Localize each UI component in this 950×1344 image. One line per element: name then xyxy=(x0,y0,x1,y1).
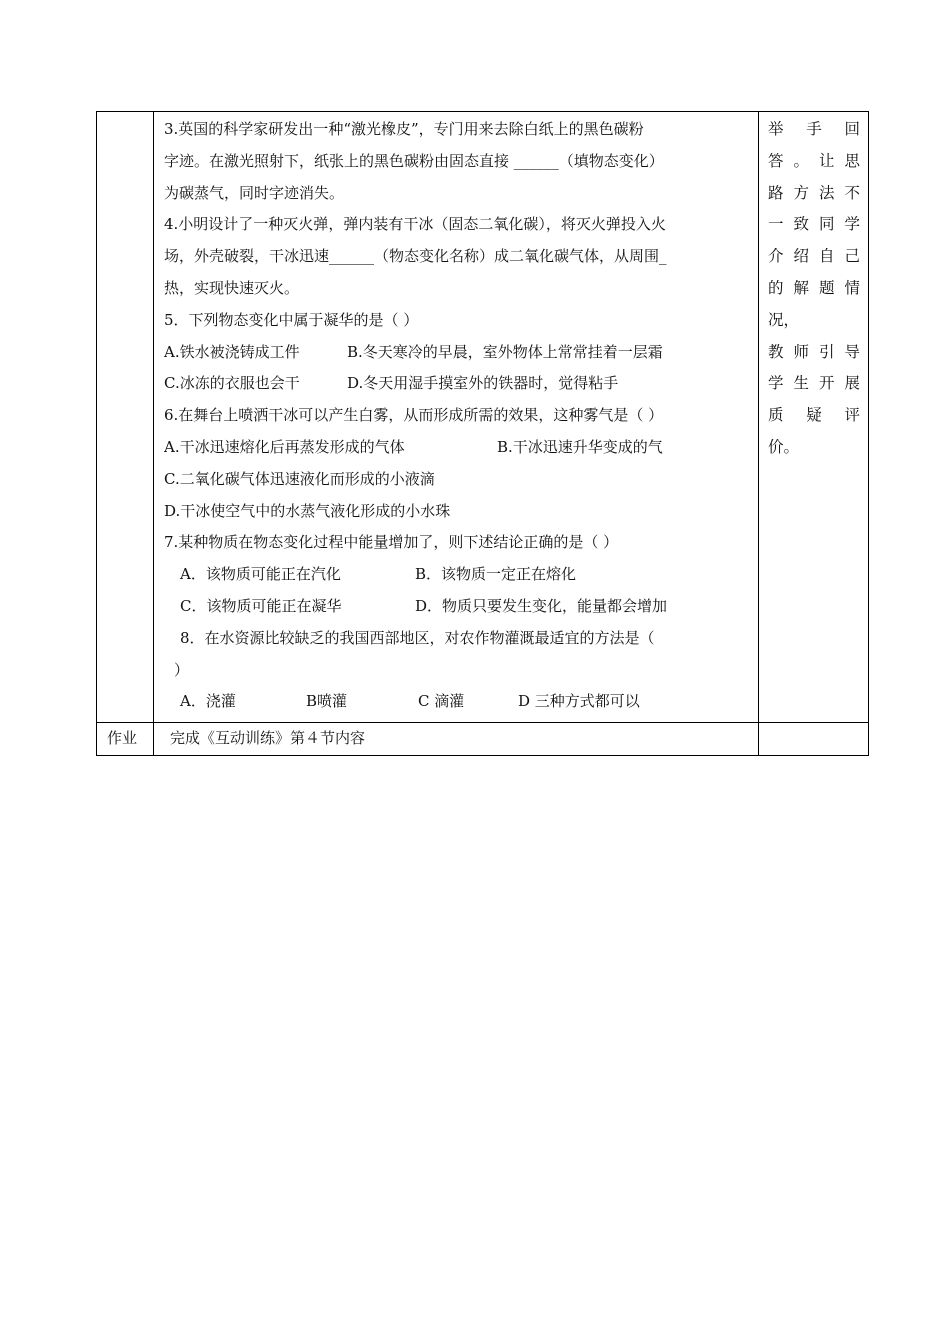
note-line: 答。让思 xyxy=(768,151,860,170)
option-row xyxy=(164,337,752,369)
option-d: D.冬天用湿手摸室外的铁器时，觉得粘手 xyxy=(347,374,619,393)
homework-notes-cell xyxy=(759,723,869,756)
option-c: C.二氧化碳气体迅速液化而形成的小液滴 xyxy=(164,469,435,488)
option-b: B.干冰迅速升华变成的气 xyxy=(497,437,663,456)
question-stem: 7.某种物质在物态变化过程中能量增加了，则下述结论正确的是（ ） xyxy=(164,533,619,552)
option-d: D．物质只要发生变化，能量都会增加 xyxy=(415,596,668,615)
option-c: C.冰冻的衣服也会干 xyxy=(164,374,300,393)
homework-text: 完成《互动训练》第４节内容 xyxy=(154,723,759,756)
option-row xyxy=(164,368,752,400)
exercise-row xyxy=(97,112,869,723)
option-d: D 三种方式都可以 xyxy=(518,692,640,711)
option-b: B．该物质一定正在熔化 xyxy=(415,565,577,584)
option-row xyxy=(164,559,752,591)
exercise-cell xyxy=(154,112,759,723)
option-row xyxy=(164,686,752,718)
question-line: 热，实现快速灭火。 xyxy=(164,278,300,297)
question-stem: 5．下列物态变化中属于凝华的是（ ） xyxy=(164,310,419,329)
homework-row xyxy=(97,723,869,756)
empty-label-cell xyxy=(97,112,154,723)
option-a: A.干冰迅速熔化后再蒸发形成的气体 xyxy=(164,437,405,456)
question-line: 4.小明设计了一种灭火弹，弹内装有干冰（固态二氧化碳），将灭火弹投入火 xyxy=(164,215,666,234)
teaching-notes-cell xyxy=(759,112,869,723)
option-b: B.冬天寒冷的早晨，室外物体上常常挂着一层霜 xyxy=(347,342,663,361)
note-line: 路方法不 xyxy=(768,183,860,202)
note-line: 况， xyxy=(768,310,800,329)
question-stem-end: ） xyxy=(174,660,190,679)
note-line: 介绍自己 xyxy=(768,247,860,266)
question-stem: 6.在舞台上喷洒干冰可以产生白雾，从而形成所需的效果，这种雾气是（ ） xyxy=(164,406,664,425)
note-line: 学生开展 xyxy=(768,374,860,393)
note-line: 的解题情 xyxy=(768,278,860,297)
note-line: 价。 xyxy=(768,437,800,456)
option-row xyxy=(164,591,752,623)
option-a: A．浇灌 xyxy=(180,692,236,711)
option-c: C 滴灌 xyxy=(418,692,465,711)
note-line: 质 疑 评 xyxy=(768,406,860,425)
note-line: 教师引导 xyxy=(768,342,860,361)
option-c: C．该物质可能正在凝华 xyxy=(180,596,342,615)
note-line: 举 手 回 xyxy=(768,120,860,138)
question-line: 场，外壳破裂，干冰迅速______（物态变化名称）成二氧化碳气体，从周围_ xyxy=(164,247,667,266)
option-row xyxy=(164,432,752,464)
option-a: A．该物质可能正在汽化 xyxy=(180,565,341,584)
note-line: 一致同学 xyxy=(768,215,860,234)
lesson-plan-table xyxy=(96,111,860,756)
option-a: A.铁水被浇铸成工件 xyxy=(164,342,300,361)
question-line: 字迹。在激光照射下，纸张上的黑色碳粉由固态直接 ______（填物态变化） xyxy=(164,151,664,170)
question-stem: 8．在水资源比较缺乏的我国西部地区，对农作物灌溉最适宜的方法是（ xyxy=(180,628,655,647)
question-line: 3.英国的科学家研发出一种“激光橡皮”，专门用来去除白纸上的黑色碳粉 xyxy=(164,120,644,138)
option-b: B喷灌 xyxy=(306,692,348,711)
option-d: D.干冰使空气中的水蒸气液化形成的小水珠 xyxy=(164,501,451,520)
homework-label: 作业 xyxy=(97,723,154,756)
question-line: 为碳蒸气，同时字迹消失。 xyxy=(164,183,345,202)
